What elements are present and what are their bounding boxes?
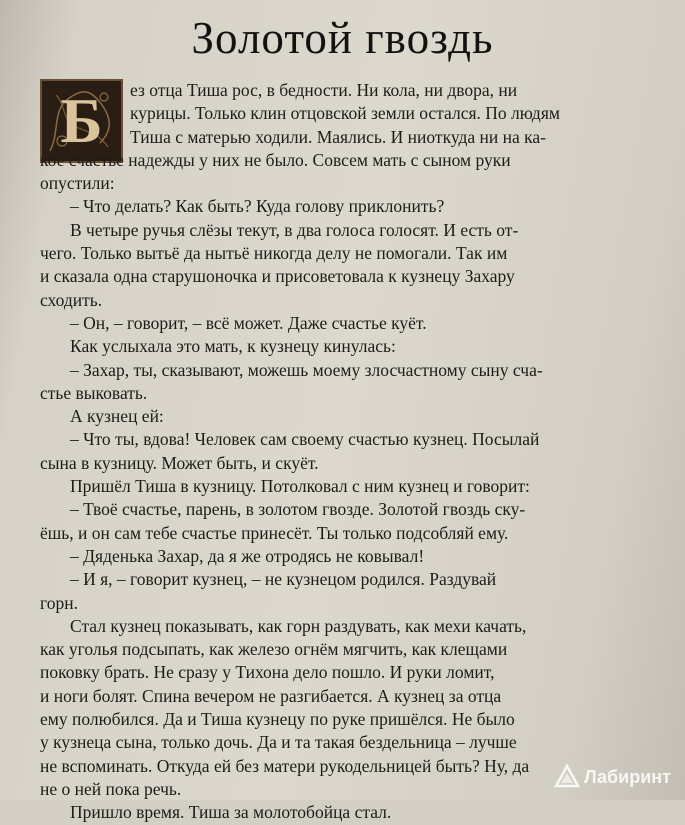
text-line: – Он, – говорит, – всё может. Даже счастье куёт. <box>70 312 427 333</box>
text-line: не о ней пока речь. <box>40 778 182 799</box>
text-line: – Что ты, вдова! Человек сам своему счастью кузнец. Посылай <box>70 429 540 450</box>
story-text <box>40 79 652 825</box>
text-line: горн. <box>40 592 78 613</box>
text-line: поковку брать. Не сразу у Тихона дело пошло. И руки ломит, <box>40 662 495 683</box>
text-line: у кузнеца сына, только дочь. Да и та такая бездельница – лучше <box>40 732 517 753</box>
text-line: сына в кузницу. Может быть, и скуёт. <box>40 452 319 473</box>
text-line: чего. Только вытьё да нытьё никогда делу не помогали. Так им <box>40 243 508 264</box>
text-line: и сказала одна старушоночка и присоветовала к кузнецу Захару <box>40 266 515 287</box>
text-line: – Захар, ты, сказывают, можешь моему злосчастному сыну сча- <box>70 359 543 380</box>
text-line: стье выковать. <box>40 382 148 403</box>
text-line: Стал кузнец показывать, как горн раздувать, как мехи качать, <box>70 615 527 636</box>
text-line: Пришло время. Тиша за молотобойца стал. <box>70 802 392 823</box>
page-title: Золотой гвоздь <box>191 13 494 63</box>
text-line: А кузнец ей: <box>70 406 164 427</box>
text-line: опустили: <box>40 173 115 194</box>
text-line: и ноги болят. Спина вечером не разгибается. А кузнец за отца <box>40 685 502 706</box>
labyrinth-logo-icon <box>554 764 580 790</box>
watermark-text: Лабиринт <box>583 766 671 787</box>
text-line: – Твоё счастье, парень, в золотом гвозде. Золотой гвоздь ску- <box>70 499 526 520</box>
text-line: – Что делать? Как быть? Куда голову приклонить? <box>70 196 445 217</box>
text-line: сходить. <box>40 289 103 310</box>
text-line: Пришёл Тиша в кузницу. Потолковал с ним кузнец и говорит: <box>70 476 530 497</box>
text-line: ёшь, и он сам тебе счастье принесёт. Ты только подсобляй ему. <box>40 522 509 543</box>
text-line: Тиша с матерью ходили. Маялись. И ниоткуда ни на ка- <box>130 126 546 147</box>
watermark <box>554 764 671 790</box>
text-line: ез отца Тиша рос, в бедности. Ни кола, ни двора, ни <box>130 80 518 100</box>
text-line: курицы. Только клин отцовской земли остался. По людям <box>130 103 560 124</box>
text-line: ему полюбился. Да и Тиша кузнецу по руке пришёлся. Не было <box>40 709 515 730</box>
text-line: Как услыхала это мать, к кузнецу кинулась: <box>70 336 396 357</box>
text-line: – Дяденька Захар, да я же отродясь не ковывал! <box>70 545 425 566</box>
text-line: В четыре ручья слёзы текут, в два голоса голосят. И есть от- <box>70 219 519 240</box>
text-line: кое счастье надежды у них не было. Совсем мать с сыном руки <box>40 149 511 170</box>
drop-cap-letter: Б <box>60 85 103 156</box>
text-line: как уголья подсыпать, как железо огнём мягчить, как клещами <box>40 639 508 660</box>
text-line: не вспоминать. Откуда ей без матери рукодельницей быть? Ну, да <box>40 755 530 776</box>
text-line: – И я, – говорит кузнец, – не кузнецом родился. Раздувай <box>70 569 497 590</box>
